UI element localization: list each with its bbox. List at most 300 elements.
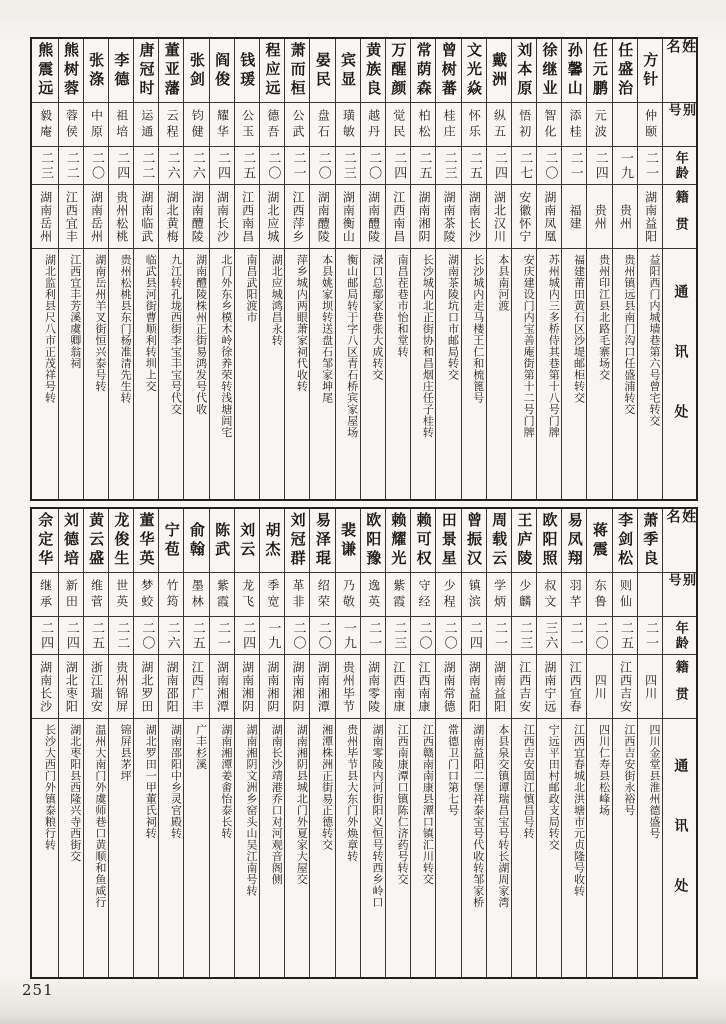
alias-cell-text: 越丹: [366, 108, 381, 141]
address-cell-text: 贵州毕节县大东门外焕章转: [345, 724, 359, 862]
age-cell-text: 一九: [617, 150, 633, 181]
age-cell: [587, 147, 611, 185]
name-cell: [587, 509, 611, 573]
alias-cell: [159, 103, 183, 147]
name-cell: [411, 509, 435, 573]
person-column: [58, 509, 83, 977]
origin-cell-text: 湖北黄梅: [165, 190, 180, 243]
address-cell: [411, 249, 435, 499]
alias-cell-text: 墨林: [190, 578, 205, 611]
age-cell-text: 二〇: [89, 150, 105, 181]
name-cell: [109, 509, 133, 573]
alias-cell: [210, 103, 234, 147]
alias-cell: [537, 103, 561, 147]
age-cell: [638, 617, 662, 655]
alias-cell: [512, 103, 536, 147]
address-cell-text: 福建莆田黄石区沙堤邮柜转交: [572, 254, 586, 404]
person-column: [133, 509, 158, 977]
age-cell: [411, 147, 435, 185]
name-cell-text: 张剑: [187, 51, 206, 90]
alias-cell-text: 纵五: [492, 108, 507, 141]
name-cell-text: 熊震远: [36, 42, 55, 99]
alias-cell: [361, 103, 385, 147]
name-cell: [159, 39, 183, 103]
address-cell: [134, 249, 158, 499]
origin-cell-text: 湖南长沙: [38, 660, 53, 713]
age-cell-text: 二三: [340, 150, 356, 181]
alias-cell-text: 中原: [89, 108, 104, 141]
alias-cell-text: 少程: [442, 578, 457, 611]
address-cell-text: 湖北应城鸿昌永转: [270, 254, 284, 346]
origin-cell: [184, 185, 208, 249]
person-column: [461, 509, 486, 977]
alias-cell: [386, 573, 410, 617]
address-cell: [436, 249, 460, 499]
age-cell: [235, 147, 259, 185]
age-cell: [285, 147, 309, 185]
origin-cell: [537, 655, 561, 719]
name-cell-text: 文光焱: [464, 42, 483, 99]
age-cell: [210, 147, 234, 185]
person-column: [335, 39, 360, 499]
name-cell: [587, 39, 611, 103]
origin-cell: [210, 185, 234, 249]
person-column: [309, 509, 334, 977]
address-cell-text: 宁远平田村邮政支局转交: [547, 724, 561, 851]
header-column: [662, 39, 696, 499]
origin-cell: [235, 655, 259, 719]
name-cell: [512, 39, 536, 103]
name-cell-text: 宾显: [339, 51, 358, 90]
alias-cell: [235, 573, 259, 617]
origin-cell-text: 江西宜丰: [64, 190, 79, 243]
person-column: [284, 509, 309, 977]
alias-cell-text: 紫霞: [391, 578, 406, 611]
header-alias-text: 别号: [665, 573, 696, 595]
alias-cell-text: 绍荣: [316, 578, 331, 611]
address-cell-text: 江西宜春城北洪塘市元贞隆号收转: [572, 724, 586, 897]
origin-cell: [210, 655, 234, 719]
age-cell-text: 二六: [189, 150, 205, 181]
address-cell: [512, 249, 536, 499]
age-cell-text: 二〇: [366, 150, 382, 181]
alias-cell: [436, 103, 460, 147]
name-cell-text: 易泽琨: [313, 512, 332, 569]
address-cell-text: 九江转孔垅西街李宝丰宝号代交: [169, 254, 183, 415]
age-cell-text: 二三: [391, 620, 407, 651]
age-cell-text: 二〇: [315, 620, 331, 651]
person-column: [259, 509, 284, 977]
directory-table-bottom: [30, 507, 698, 979]
alias-cell: [84, 573, 108, 617]
alias-cell-text: 学炳: [492, 578, 507, 611]
origin-cell-text: 湖南湘潭: [215, 660, 230, 713]
origin-cell: [613, 655, 637, 719]
name-cell-text: 方针: [641, 51, 660, 90]
address-cell-text: 湖南湘阴文洲乡窑头山吴江南号转: [245, 724, 258, 897]
name-cell-text: 欧阳照: [540, 512, 559, 569]
address-cell: [84, 249, 108, 499]
name-cell: [184, 509, 208, 573]
header-origin: [663, 655, 696, 719]
alias-cell: [84, 103, 108, 147]
address-cell-text: 湖南茶陵坑口市邮局转交: [446, 254, 460, 381]
origin-cell-text: 贵州: [593, 203, 608, 230]
address-cell-text: 湖南邵阳中乡灵官殿转: [169, 724, 183, 839]
name-cell-text: 阎俊: [213, 51, 232, 90]
name-cell: [487, 39, 511, 103]
origin-cell: [562, 185, 586, 249]
origin-cell: [159, 655, 183, 719]
origin-cell-text: 湖南益阳: [467, 660, 482, 713]
alias-cell-text: 祖培: [114, 108, 129, 141]
alias-cell-text: 毅庵: [38, 108, 53, 141]
person-column: [259, 39, 284, 499]
name-cell-text: 董亚藩: [162, 42, 181, 99]
person-column: [486, 509, 511, 977]
age-cell: [462, 617, 486, 655]
origin-cell-text: 湖南长沙: [467, 190, 482, 243]
age-cell-text: 三六: [542, 620, 558, 651]
origin-cell-text: 贵州锦屏: [114, 660, 129, 713]
header-origin-text: 籍贯: [672, 659, 688, 714]
age-cell-text: 二五: [416, 150, 432, 181]
name-cell: [462, 39, 486, 103]
person-column: [486, 39, 511, 499]
age-cell: [210, 617, 234, 655]
age-cell: [59, 617, 83, 655]
alias-cell: [487, 103, 511, 147]
name-cell-text: 晏民: [313, 51, 332, 90]
alias-cell-text: 则仙: [618, 578, 633, 611]
age-cell: [310, 147, 334, 185]
alias-cell: [310, 103, 334, 147]
person-column: [561, 509, 586, 977]
address-cell-text: 湖南零陵内河街阳义恒号转西乡岭口: [370, 724, 384, 908]
origin-cell-text: 江西广丰: [190, 660, 205, 713]
address-cell-text: 湖南湘潭姜畬怡泰长转: [219, 724, 233, 839]
name-cell: [184, 39, 208, 103]
name-cell-text: 赖可权: [414, 512, 433, 569]
person-column: [637, 39, 662, 499]
address-cell-text: 四川仁寿县松峰场: [597, 724, 611, 816]
address-cell: [411, 719, 435, 977]
name-cell-text: 程应远: [263, 42, 282, 99]
alias-cell: [562, 103, 586, 147]
address-cell: [59, 249, 83, 499]
address-cell: [32, 249, 57, 499]
age-cell: [32, 617, 57, 655]
person-column: [209, 509, 234, 977]
header-name: [663, 509, 696, 573]
name-cell-text: 曾振汉: [464, 512, 483, 569]
header-name: [663, 39, 696, 103]
age-cell-text: 二一: [214, 620, 230, 651]
origin-cell-text: 湖南醴陵: [316, 190, 331, 243]
name-cell-text: 胡杰: [263, 521, 282, 560]
origin-cell: [487, 185, 511, 249]
name-cell: [260, 39, 284, 103]
name-cell-text: 蒋震: [590, 521, 609, 560]
header-address: [663, 719, 696, 977]
alias-cell-text: 羽芊: [568, 578, 583, 611]
origin-cell-text: 湖南湘阴: [240, 660, 255, 713]
alias-cell-text: 添桂: [568, 108, 583, 141]
alias-cell: [386, 103, 410, 147]
age-cell-text: 二四: [38, 620, 54, 651]
name-cell-text: 王庐陵: [515, 512, 534, 569]
name-cell-text: 钱瑗: [238, 51, 257, 90]
alias-cell: [285, 573, 309, 617]
age-cell-text: 二四: [63, 620, 79, 651]
alias-cell: [613, 103, 637, 147]
age-cell: [436, 147, 460, 185]
address-cell-text: 渌口总鄢家巷张大成转交: [370, 254, 384, 381]
alias-cell-text: 革非: [291, 578, 305, 611]
origin-cell: [386, 185, 410, 249]
person-column: [309, 39, 334, 499]
alias-cell-text: 柏松: [416, 108, 431, 141]
person-column: [32, 509, 57, 977]
address-cell-text: 长沙大西门外镇泰粮行转: [43, 724, 57, 851]
origin-cell: [361, 185, 385, 249]
alias-cell-text: 维菅: [89, 578, 104, 611]
alias-cell-text: 叔文: [542, 578, 557, 611]
name-cell-text: 徐继业: [540, 42, 559, 99]
alias-cell-text: 少麟: [517, 578, 532, 611]
origin-cell: [487, 655, 511, 719]
alias-cell: [184, 573, 208, 617]
origin-cell: [260, 655, 284, 719]
age-cell-text: 二六: [164, 620, 180, 651]
alias-cell-text: 觉民: [391, 108, 406, 141]
alias-cell-text: 新田: [64, 578, 79, 611]
name-cell-text: 李德: [112, 51, 131, 90]
origin-cell-text: 湖南宁远: [542, 660, 557, 713]
person-column: [83, 509, 108, 977]
alias-cell: [336, 103, 360, 147]
address-cell: [487, 249, 511, 499]
person-column: [183, 509, 208, 977]
origin-cell: [613, 185, 637, 249]
name-cell-text: 任盛治: [616, 42, 635, 99]
age-cell-text: 二一: [492, 620, 508, 651]
address-cell: [260, 719, 284, 977]
person-column: [234, 39, 259, 499]
age-cell-text: 二一: [567, 150, 583, 181]
origin-cell: [285, 185, 309, 249]
alias-cell-text: 季宽: [265, 578, 280, 611]
alias-cell-text: 世英: [114, 578, 129, 611]
age-cell-text: 二〇: [542, 150, 558, 181]
alias-cell-text: 公玉: [240, 108, 255, 141]
age-cell-text: 二〇: [441, 620, 457, 651]
person-column: [360, 509, 385, 977]
person-column: [410, 39, 435, 499]
address-cell-text: 苏州城内三多桥侍其巷第十八号门牌: [547, 254, 561, 438]
address-cell: [32, 719, 57, 977]
alias-cell: [184, 103, 208, 147]
alias-cell: [159, 573, 183, 617]
name-cell-text: 萧季良: [641, 512, 660, 569]
address-cell: [310, 249, 334, 499]
age-cell-text: 二五: [617, 620, 633, 651]
age-cell: [487, 147, 511, 185]
person-column: [586, 509, 611, 977]
person-column: [435, 39, 460, 499]
origin-cell-text: 湖南临武: [139, 190, 154, 243]
age-cell-text: 二七: [517, 150, 533, 181]
address-cell-text: 临武县河街曹顺利转圳上交: [144, 254, 158, 392]
name-cell-text: 周载云: [490, 512, 509, 569]
name-cell: [487, 509, 511, 573]
name-cell: [562, 509, 586, 573]
alias-cell: [134, 573, 158, 617]
person-column: [536, 509, 561, 977]
alias-cell: [109, 103, 133, 147]
person-column: [234, 509, 259, 977]
origin-cell-text: 湖南湘阴: [416, 190, 431, 243]
address-cell: [260, 249, 284, 499]
age-cell-text: 二三: [517, 620, 533, 651]
alias-cell: [109, 573, 133, 617]
name-cell-text: 常荫森: [414, 42, 433, 99]
alias-cell: [562, 573, 586, 617]
name-cell-text: 唐冠时: [137, 42, 156, 99]
origin-cell-text: 湖南醴陵: [190, 190, 205, 243]
name-cell-text: 万醒颜: [389, 42, 408, 99]
address-cell-text: 江西吉安固江慎昌号转: [522, 724, 536, 839]
age-cell: [32, 147, 57, 185]
address-cell: [235, 719, 259, 977]
age-cell-text: 二三: [441, 150, 457, 181]
origin-cell-text: 湖北汉川: [492, 190, 507, 243]
address-cell: [184, 249, 208, 499]
name-cell: [59, 509, 83, 573]
person-column: [511, 509, 536, 977]
alias-cell: [235, 103, 259, 147]
name-cell-text: 曾树蕃: [439, 42, 458, 99]
person-column: [58, 39, 83, 499]
alias-cell: [411, 573, 435, 617]
name-cell: [285, 509, 309, 573]
age-cell-text: 二六: [164, 150, 180, 181]
name-cell-text: 俞翰: [187, 521, 206, 560]
origin-cell-text: 湖南湘阴: [265, 660, 280, 713]
name-cell: [361, 509, 385, 573]
alias-cell: [436, 573, 460, 617]
address-cell-text: 贵州印江县北路毛寨场交: [597, 254, 611, 381]
origin-cell-text: 湖南衡山: [341, 190, 356, 243]
age-cell-text: 二四: [391, 150, 407, 181]
age-cell: [537, 617, 561, 655]
age-cell: [84, 617, 108, 655]
address-cell-text: 锦屏县茅坪: [119, 724, 133, 782]
name-cell: [638, 509, 662, 573]
origin-cell: [386, 655, 410, 719]
address-cell: [336, 249, 360, 499]
origin-cell: [512, 655, 536, 719]
age-cell-text: 二五: [240, 150, 256, 181]
alias-cell-text: 梦蛟: [139, 578, 154, 611]
age-cell-text: 二二: [63, 150, 79, 181]
address-cell: [134, 719, 158, 977]
age-cell: [184, 617, 208, 655]
origin-cell: [436, 655, 460, 719]
address-cell-text: 江西赣南南康县潭口镇汇川转交: [421, 724, 435, 885]
origin-cell: [462, 655, 486, 719]
name-cell: [462, 509, 486, 573]
age-cell-text: 二一: [366, 620, 382, 651]
origin-cell-text: 江西吉安: [618, 660, 633, 713]
name-cell: [336, 39, 360, 103]
address-cell: [285, 249, 309, 499]
name-cell: [159, 509, 183, 573]
origin-cell: [235, 185, 259, 249]
age-cell-text: 二四: [466, 620, 482, 651]
origin-cell: [32, 185, 57, 249]
origin-cell: [361, 655, 385, 719]
origin-cell: [32, 655, 57, 719]
origin-cell: [134, 655, 158, 719]
address-cell: [487, 719, 511, 977]
address-cell: [613, 719, 637, 977]
address-cell-text: 长沙城内北正街协和昌烟庄任子桂转: [421, 254, 435, 438]
origin-cell-text: 湖北应城: [265, 190, 280, 243]
name-cell-text: 黄云盛: [87, 512, 106, 569]
name-cell: [310, 509, 334, 573]
origin-cell-text: 江西南康: [391, 660, 406, 713]
origin-cell-text: 浙江瑞安: [89, 660, 104, 713]
origin-cell-text: 湖南邵阳: [165, 660, 180, 713]
age-cell: [361, 147, 385, 185]
origin-cell: [411, 655, 435, 719]
name-cell-text: 陈武: [213, 521, 232, 560]
age-cell: [512, 147, 536, 185]
alias-cell-text: 桂庄: [442, 108, 457, 141]
age-cell: [537, 147, 561, 185]
address-cell: [587, 719, 611, 977]
name-cell-text: 刘云: [238, 521, 257, 560]
name-cell: [84, 39, 108, 103]
alias-cell: [32, 573, 57, 617]
address-cell-text: 广丰杉溪: [194, 724, 208, 770]
address-cell: [462, 249, 486, 499]
origin-cell: [84, 185, 108, 249]
person-column: [335, 509, 360, 977]
origin-cell-text: 四川: [593, 673, 608, 700]
age-cell: [260, 617, 284, 655]
address-cell-text: 长沙城内走马楼王仁和梳篦号: [471, 254, 485, 404]
name-cell: [436, 39, 460, 103]
age-cell-text: 二〇: [592, 620, 608, 651]
origin-cell-text: 江西南康: [416, 660, 431, 713]
alias-cell-text: 龙飞: [240, 578, 255, 611]
address-cell: [336, 719, 360, 977]
header-age-text: 年龄: [672, 620, 688, 651]
alias-cell-text: 蓉侯: [64, 108, 79, 141]
name-cell-text: 熊树蓉: [61, 42, 80, 99]
person-column: [158, 509, 183, 977]
alias-cell: [361, 573, 385, 617]
origin-cell-text: 贵州松桃: [114, 190, 129, 243]
name-cell-text: 易凤翔: [565, 512, 584, 569]
header-address-text: 通讯处: [672, 284, 689, 464]
age-cell: [386, 147, 410, 185]
name-cell: [436, 509, 460, 573]
alias-cell-text: 逸英: [366, 578, 381, 611]
alias-cell-text: 紫霞: [215, 578, 230, 611]
